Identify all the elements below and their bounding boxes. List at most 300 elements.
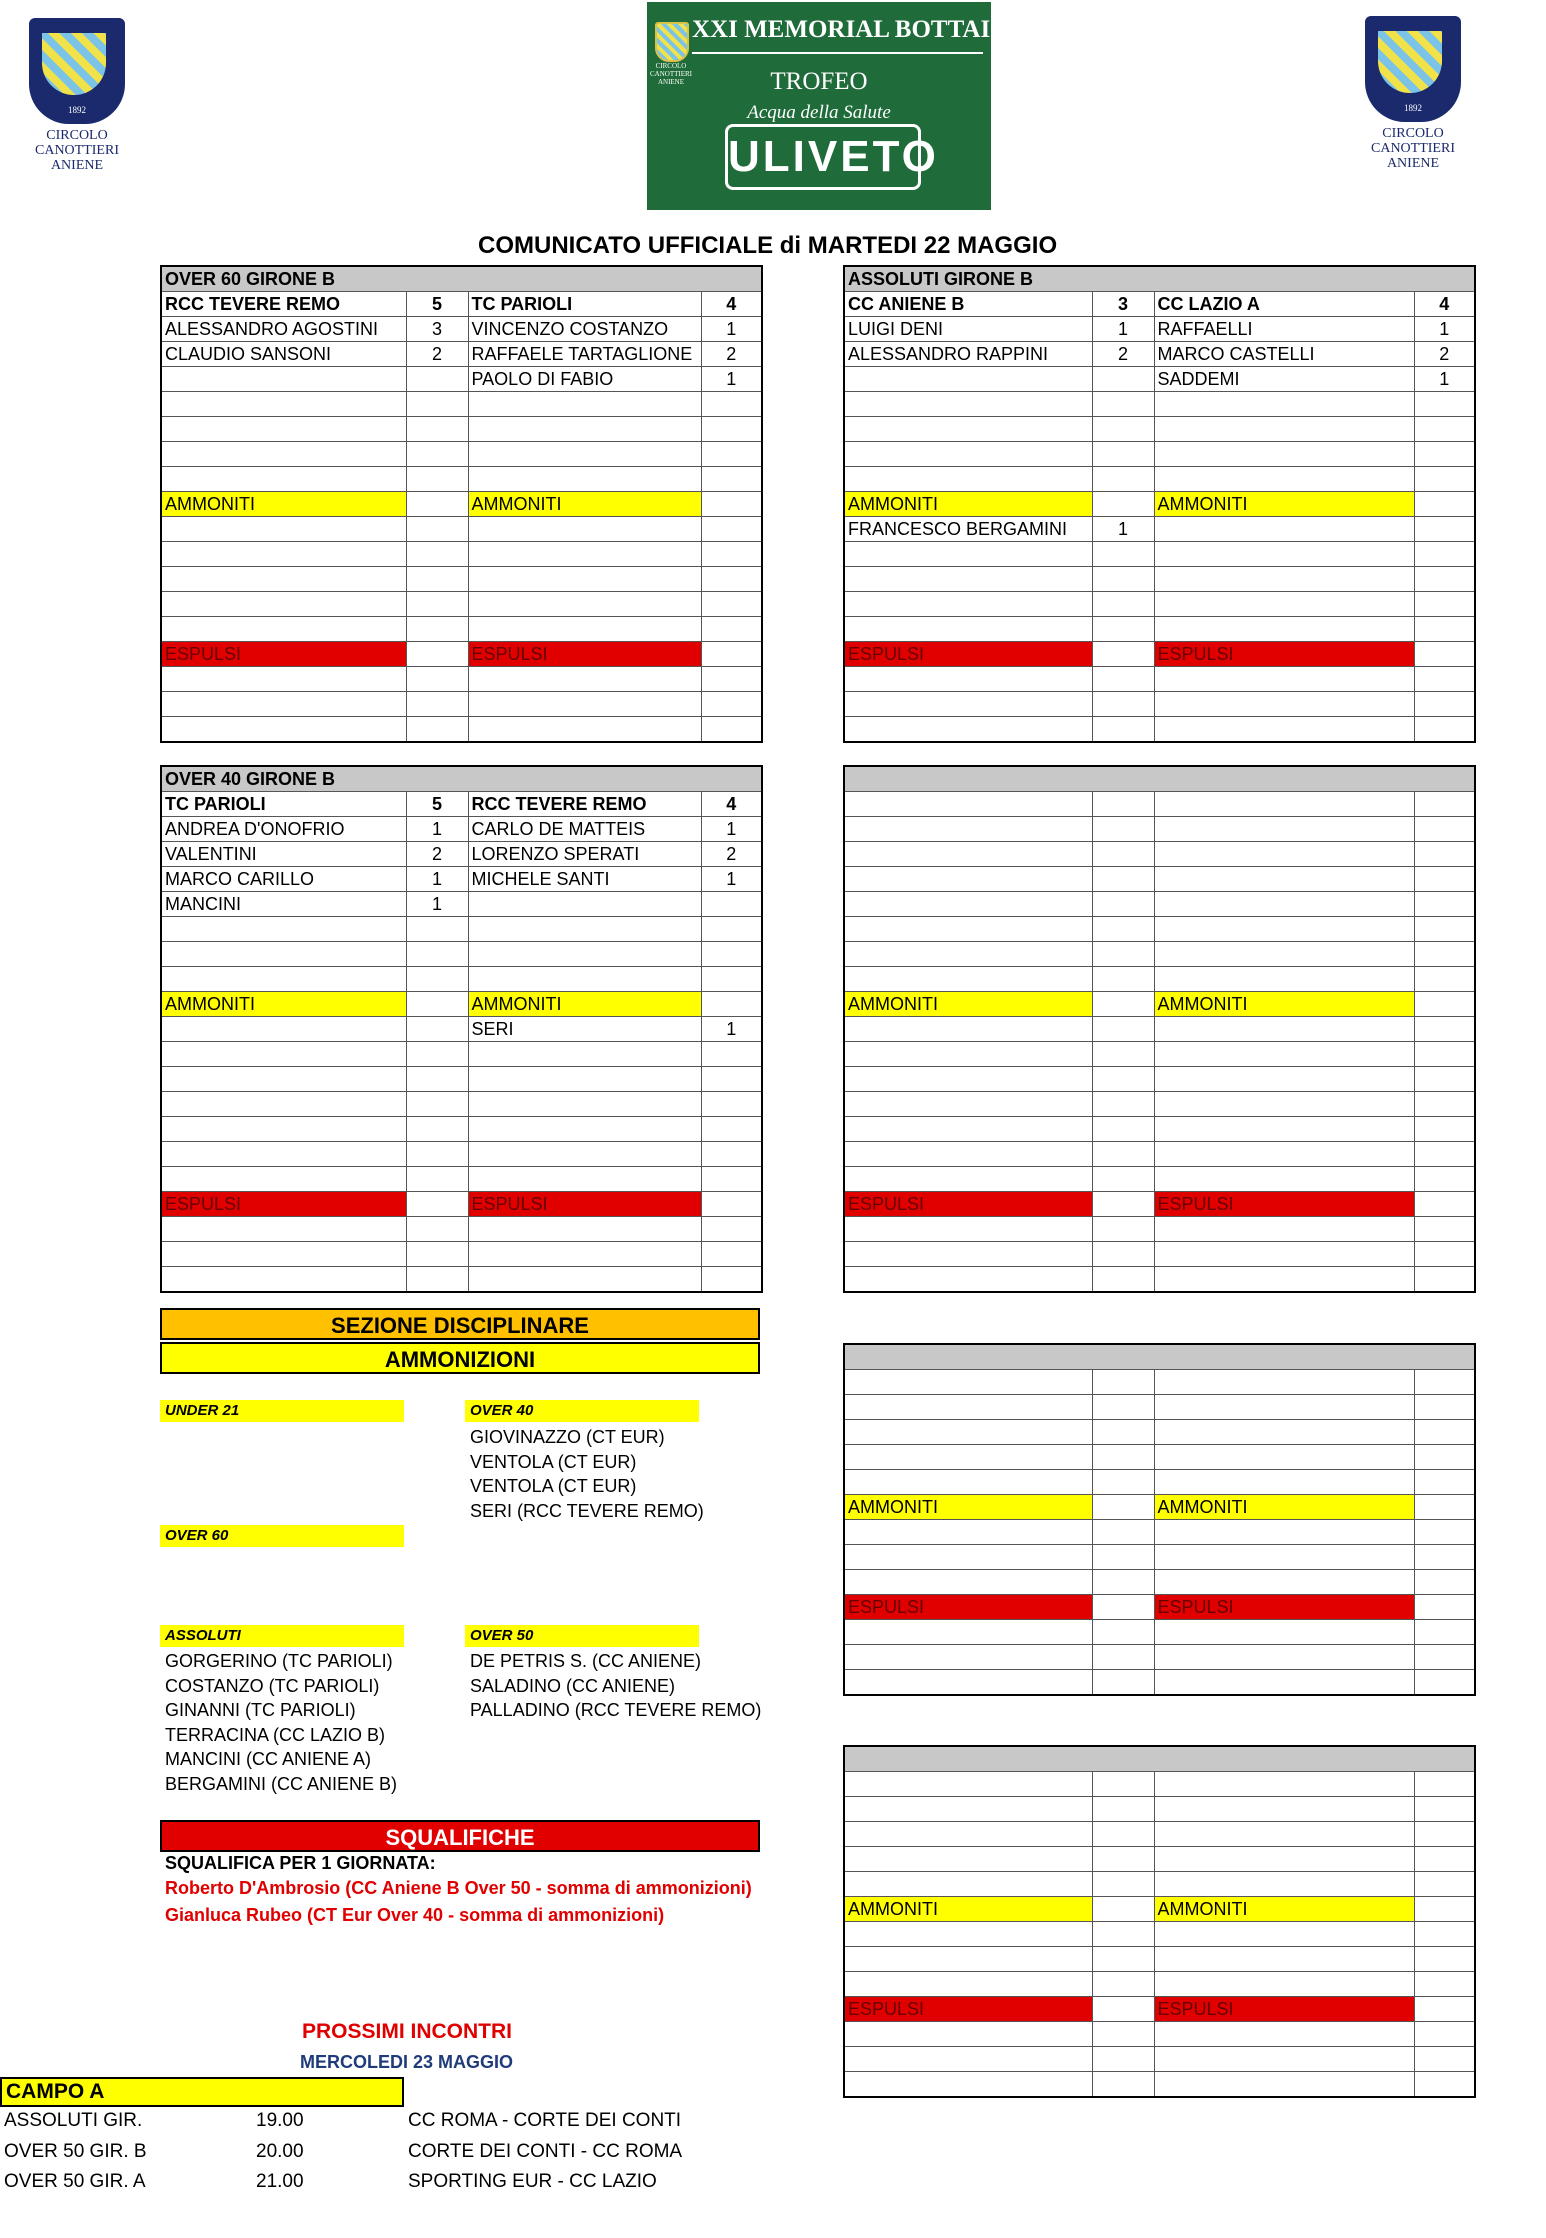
cell bbox=[701, 542, 762, 567]
ammoniti-label: AMMONITI bbox=[1154, 1495, 1414, 1520]
table-row bbox=[844, 967, 1475, 992]
cell bbox=[161, 392, 406, 417]
match-table-over40 bbox=[160, 765, 763, 1293]
player-count: 1 bbox=[1092, 517, 1154, 542]
cell bbox=[1414, 567, 1475, 592]
table-row bbox=[844, 1092, 1475, 1117]
cell bbox=[1414, 1370, 1475, 1395]
cell bbox=[1414, 1242, 1475, 1267]
table-row bbox=[844, 1267, 1475, 1293]
cell bbox=[1414, 1192, 1475, 1217]
table-row bbox=[161, 1092, 762, 1117]
table-row bbox=[161, 367, 762, 392]
table-row bbox=[844, 1822, 1475, 1847]
cell bbox=[1414, 1495, 1475, 1520]
table-row bbox=[844, 517, 1475, 542]
cell bbox=[844, 1570, 1092, 1595]
cell bbox=[1092, 1267, 1154, 1293]
cell bbox=[1414, 1872, 1475, 1897]
cell bbox=[468, 592, 701, 617]
cell bbox=[701, 1267, 762, 1293]
section-ammonizioni: AMMONIZIONI bbox=[160, 1342, 760, 1374]
cell bbox=[1092, 967, 1154, 992]
cell bbox=[468, 617, 701, 642]
next-match-group: ASSOLUTI GIR. bbox=[4, 2110, 143, 2131]
cell bbox=[1092, 1192, 1154, 1217]
table-row bbox=[161, 1017, 762, 1042]
cell bbox=[1414, 1670, 1475, 1696]
cell bbox=[468, 567, 701, 592]
ammoniti-label: AMMONITI bbox=[468, 492, 701, 517]
tournament-banner bbox=[647, 2, 991, 210]
cell bbox=[468, 917, 701, 942]
cell bbox=[1414, 1267, 1475, 1293]
cell bbox=[1414, 392, 1475, 417]
espulsi-label: ESPULSI bbox=[1154, 1997, 1414, 2022]
espulsi-label: ESPULSI bbox=[844, 1595, 1092, 1620]
ammonizione-item: GORGERINO (TC PARIOLI) bbox=[165, 1651, 393, 1671]
squalifica-item: Roberto D'Ambrosio (CC Aniene B Over 50 - somma di ammonizioni) bbox=[165, 1878, 752, 1898]
table-row bbox=[844, 2072, 1475, 2098]
cell bbox=[1154, 1847, 1414, 1872]
table-row bbox=[161, 292, 762, 317]
ammoniti-label: AMMONITI bbox=[844, 1495, 1092, 1520]
table-row bbox=[844, 917, 1475, 942]
group-header: OVER 60 GIRONE B bbox=[161, 266, 762, 292]
table-row bbox=[161, 317, 762, 342]
cell bbox=[161, 942, 406, 967]
cell bbox=[1414, 1445, 1475, 1470]
table-row bbox=[844, 1067, 1475, 1092]
table-row bbox=[161, 266, 762, 292]
cell bbox=[701, 717, 762, 743]
match-table-over60 bbox=[160, 265, 763, 743]
cell bbox=[1414, 817, 1475, 842]
group-header bbox=[844, 1746, 1475, 1772]
cell bbox=[1092, 442, 1154, 467]
table-row bbox=[844, 1167, 1475, 1192]
player-name: ANDREA D'ONOFRIO bbox=[161, 817, 406, 842]
table-row bbox=[161, 842, 762, 867]
table-row bbox=[844, 1344, 1475, 1370]
cell bbox=[701, 517, 762, 542]
table-row bbox=[161, 542, 762, 567]
table-row bbox=[161, 942, 762, 967]
cell bbox=[844, 817, 1092, 842]
next-match-group: OVER 50 GIR. A bbox=[4, 2171, 146, 2192]
player-count: 1 bbox=[1414, 317, 1475, 342]
table-row bbox=[844, 1922, 1475, 1947]
table-row bbox=[844, 1017, 1475, 1042]
ammonizione-item: VENTOLA (CT EUR) bbox=[470, 1476, 637, 1496]
table-row bbox=[844, 1997, 1475, 2022]
cell bbox=[1414, 542, 1475, 567]
cell bbox=[844, 842, 1092, 867]
cell bbox=[406, 642, 468, 667]
cell bbox=[1154, 1445, 1414, 1470]
cell bbox=[1092, 842, 1154, 867]
table-row bbox=[844, 1445, 1475, 1470]
cell bbox=[1414, 417, 1475, 442]
cell bbox=[161, 1117, 406, 1142]
cell bbox=[1414, 1922, 1475, 1947]
cell bbox=[468, 1042, 701, 1067]
cell bbox=[1092, 2047, 1154, 2072]
cell bbox=[1092, 1570, 1154, 1595]
cell bbox=[406, 917, 468, 942]
cell bbox=[701, 567, 762, 592]
cell bbox=[406, 942, 468, 967]
cell bbox=[1414, 1595, 1475, 1620]
cell bbox=[161, 1242, 406, 1267]
cell bbox=[1092, 1142, 1154, 1167]
cell bbox=[406, 1142, 468, 1167]
cell bbox=[1154, 1947, 1414, 1972]
cell bbox=[1092, 1797, 1154, 1822]
table-row bbox=[161, 967, 762, 992]
table-row bbox=[161, 792, 762, 817]
cell bbox=[844, 1042, 1092, 1067]
category-over60: OVER 60 bbox=[160, 1525, 404, 1547]
cell bbox=[1154, 842, 1414, 867]
cell bbox=[844, 942, 1092, 967]
player-name: MANCINI bbox=[161, 892, 406, 917]
cell bbox=[1414, 467, 1475, 492]
squalifica-item: Gianluca Rubeo (CT Eur Over 40 - somma di ammonizioni) bbox=[165, 1905, 665, 1925]
banner-sponsor: Acqua della Salute bbox=[747, 102, 891, 123]
cell bbox=[701, 1117, 762, 1142]
category-over40: OVER 40 bbox=[465, 1400, 699, 1422]
next-match-group: OVER 50 GIR. B bbox=[4, 2140, 147, 2162]
table-row bbox=[161, 467, 762, 492]
cell bbox=[701, 667, 762, 692]
ammoniti-label: AMMONITI bbox=[1154, 1897, 1414, 1922]
cell bbox=[1092, 1470, 1154, 1495]
cell bbox=[1092, 1217, 1154, 1242]
cell bbox=[1092, 917, 1154, 942]
cell bbox=[1154, 1142, 1414, 1167]
cell bbox=[1092, 1067, 1154, 1092]
cell bbox=[406, 1242, 468, 1267]
espulsi-label: ESPULSI bbox=[844, 642, 1092, 667]
cell bbox=[1414, 967, 1475, 992]
cell bbox=[1414, 992, 1475, 1017]
table-row bbox=[844, 1595, 1475, 1620]
club-logo-left bbox=[12, 18, 142, 173]
cell bbox=[1092, 692, 1154, 717]
player-name: RAFFAELLI bbox=[1154, 317, 1414, 342]
cell bbox=[844, 1395, 1092, 1420]
ammonizione-item: SALADINO (CC ANIENE) bbox=[470, 1675, 676, 1696]
table-row bbox=[844, 1470, 1475, 1495]
cell bbox=[468, 442, 701, 467]
cell bbox=[844, 667, 1092, 692]
cell bbox=[1092, 592, 1154, 617]
cell bbox=[1092, 467, 1154, 492]
table-row bbox=[161, 992, 762, 1017]
cell bbox=[1414, 1520, 1475, 1545]
cell bbox=[1414, 692, 1475, 717]
cell bbox=[1092, 1017, 1154, 1042]
club-name-left: CIRCOLO CANOTTIERI ANIENE bbox=[35, 128, 119, 173]
cell bbox=[406, 492, 468, 517]
cell bbox=[406, 1167, 468, 1192]
over40-ammonizioni-list bbox=[470, 1425, 704, 1523]
cell bbox=[1414, 892, 1475, 917]
team-name: TC PARIOLI bbox=[161, 792, 406, 817]
table-row bbox=[844, 1847, 1475, 1872]
cell bbox=[701, 442, 762, 467]
match-table-empty-1 bbox=[843, 765, 1476, 1293]
cell bbox=[468, 392, 701, 417]
cell bbox=[1414, 717, 1475, 743]
cell bbox=[701, 1242, 762, 1267]
cell bbox=[844, 692, 1092, 717]
table-row bbox=[844, 1142, 1475, 1167]
team-score bbox=[1414, 792, 1475, 817]
cell bbox=[1154, 1470, 1414, 1495]
player-name: LORENZO SPERATI bbox=[468, 842, 701, 867]
player-count: 1 bbox=[701, 317, 762, 342]
table-row bbox=[161, 417, 762, 442]
cell bbox=[1092, 1670, 1154, 1696]
cell bbox=[1092, 1520, 1154, 1545]
cell bbox=[701, 467, 762, 492]
table-row bbox=[844, 942, 1475, 967]
table-row bbox=[161, 342, 762, 367]
cell bbox=[468, 667, 701, 692]
cell bbox=[701, 617, 762, 642]
table-row bbox=[844, 417, 1475, 442]
match-table-assoluti bbox=[843, 265, 1476, 743]
player-count: 1 bbox=[406, 892, 468, 917]
cell bbox=[161, 417, 406, 442]
table-row bbox=[161, 1192, 762, 1217]
cell bbox=[161, 542, 406, 567]
ammoniti-label: AMMONITI bbox=[161, 492, 406, 517]
cell bbox=[844, 1822, 1092, 1847]
table-row bbox=[844, 1520, 1475, 1545]
cell bbox=[1092, 1167, 1154, 1192]
cell bbox=[1414, 592, 1475, 617]
ammonizione-item: COSTANZO (TC PARIOLI) bbox=[165, 1675, 380, 1696]
cell bbox=[161, 1017, 406, 1042]
table-row bbox=[161, 617, 762, 642]
table-row bbox=[844, 692, 1475, 717]
ammonizione-item: VENTOLA (CT EUR) bbox=[470, 1451, 637, 1472]
cell bbox=[468, 542, 701, 567]
table-row bbox=[161, 667, 762, 692]
cell bbox=[468, 692, 701, 717]
cell bbox=[1414, 1972, 1475, 1997]
cell bbox=[701, 992, 762, 1017]
table-row bbox=[844, 317, 1475, 342]
player-count: 1 bbox=[1092, 317, 1154, 342]
cell bbox=[844, 1445, 1092, 1470]
cell bbox=[1092, 1972, 1154, 1997]
cell bbox=[701, 642, 762, 667]
cell bbox=[844, 1420, 1092, 1445]
team-score: 4 bbox=[1414, 292, 1475, 317]
cell bbox=[468, 467, 701, 492]
cell bbox=[406, 567, 468, 592]
table-row bbox=[844, 1395, 1475, 1420]
ammoniti-label: AMMONITI bbox=[161, 992, 406, 1017]
table-row bbox=[844, 642, 1475, 667]
cell bbox=[1414, 517, 1475, 542]
table-row bbox=[161, 1117, 762, 1142]
cell bbox=[844, 1370, 1092, 1395]
cell bbox=[1154, 2072, 1414, 2098]
table-row bbox=[161, 692, 762, 717]
table-row bbox=[844, 1545, 1475, 1570]
table-row bbox=[844, 892, 1475, 917]
cell bbox=[161, 1067, 406, 1092]
ammonizione-item: MANCINI (CC ANIENE A) bbox=[165, 1749, 372, 1769]
cell bbox=[701, 1217, 762, 1242]
cell bbox=[701, 492, 762, 517]
cell bbox=[1414, 1117, 1475, 1142]
table-row bbox=[844, 867, 1475, 892]
espulsi-label: ESPULSI bbox=[1154, 1192, 1414, 1217]
team-score: 4 bbox=[701, 292, 762, 317]
cell bbox=[1092, 2072, 1154, 2098]
table-row bbox=[844, 592, 1475, 617]
cell bbox=[1154, 692, 1414, 717]
cell bbox=[844, 1242, 1092, 1267]
cell bbox=[1414, 667, 1475, 692]
cell bbox=[844, 467, 1092, 492]
table-row bbox=[844, 617, 1475, 642]
espulsi-label: ESPULSI bbox=[844, 1997, 1092, 2022]
cell bbox=[1092, 1042, 1154, 1067]
cell bbox=[468, 1167, 701, 1192]
cell bbox=[468, 1217, 701, 1242]
cell bbox=[1092, 817, 1154, 842]
espulsi-label: ESPULSI bbox=[1154, 642, 1414, 667]
player-count: 1 bbox=[1414, 367, 1475, 392]
cell bbox=[1092, 1822, 1154, 1847]
cell bbox=[1414, 2072, 1475, 2098]
cell bbox=[1414, 942, 1475, 967]
team-score: 5 bbox=[406, 292, 468, 317]
cell bbox=[1414, 1042, 1475, 1067]
cell bbox=[1414, 1772, 1475, 1797]
cell bbox=[1092, 1545, 1154, 1570]
next-match-teams: CC ROMA - CORTE DEI CONTI bbox=[408, 2110, 682, 2131]
table-row bbox=[844, 1242, 1475, 1267]
cell bbox=[1154, 2047, 1414, 2072]
cell bbox=[1154, 1872, 1414, 1897]
table-row bbox=[844, 542, 1475, 567]
cell bbox=[1092, 642, 1154, 667]
cell bbox=[1154, 1242, 1414, 1267]
section-squalifiche: SQUALIFICHE bbox=[160, 1820, 760, 1852]
table-row bbox=[844, 266, 1475, 292]
table-row bbox=[161, 867, 762, 892]
ammoniti-label: AMMONITI bbox=[844, 1897, 1092, 1922]
table-row bbox=[844, 817, 1475, 842]
table-row bbox=[844, 1370, 1475, 1395]
cell bbox=[1414, 1142, 1475, 1167]
espulsi-label: ESPULSI bbox=[161, 642, 406, 667]
cell bbox=[1092, 717, 1154, 743]
table-row bbox=[844, 292, 1475, 317]
cell bbox=[468, 517, 701, 542]
cell bbox=[468, 1142, 701, 1167]
cell bbox=[1414, 1545, 1475, 1570]
ammonizione-item: PALLADINO (RCC TEVERE REMO) bbox=[470, 1700, 762, 1720]
cell bbox=[1154, 1042, 1414, 1067]
cell bbox=[406, 1217, 468, 1242]
cell bbox=[701, 692, 762, 717]
cell bbox=[844, 567, 1092, 592]
cell bbox=[161, 692, 406, 717]
table-row bbox=[161, 492, 762, 517]
cell bbox=[1414, 1847, 1475, 1872]
player-count: 1 bbox=[406, 867, 468, 892]
cell bbox=[1092, 867, 1154, 892]
match-table-empty-3 bbox=[843, 1745, 1476, 2098]
cell bbox=[701, 892, 762, 917]
cell bbox=[1414, 617, 1475, 642]
table-row bbox=[161, 892, 762, 917]
group-header bbox=[844, 766, 1475, 792]
cell bbox=[1154, 392, 1414, 417]
ammoniti-label: AMMONITI bbox=[844, 992, 1092, 1017]
cell bbox=[701, 917, 762, 942]
team-name: TC PARIOLI bbox=[468, 292, 701, 317]
club-name-right: CIRCOLO CANOTTIERI ANIENE bbox=[1371, 126, 1455, 171]
prossimi-title: PROSSIMI INCONTRI bbox=[302, 2020, 513, 2043]
cell bbox=[1414, 1947, 1475, 1972]
table-row bbox=[844, 1972, 1475, 1997]
cell bbox=[1414, 2047, 1475, 2072]
cell bbox=[161, 717, 406, 743]
table-row bbox=[161, 1142, 762, 1167]
squalifiche-subtitle: SQUALIFICA PER 1 GIORNATA: bbox=[165, 1853, 436, 1873]
cell bbox=[844, 1872, 1092, 1897]
table-row bbox=[844, 367, 1475, 392]
cell bbox=[1414, 1017, 1475, 1042]
table-row bbox=[844, 842, 1475, 867]
cell bbox=[701, 417, 762, 442]
cell bbox=[1092, 542, 1154, 567]
cell bbox=[1414, 1645, 1475, 1670]
next-match-time: 20.00 bbox=[256, 2140, 304, 2162]
cell bbox=[844, 1520, 1092, 1545]
cell bbox=[1414, 1620, 1475, 1645]
cell bbox=[1092, 1872, 1154, 1897]
cell bbox=[161, 1042, 406, 1067]
player-name: MARCO CARILLO bbox=[161, 867, 406, 892]
cell bbox=[1414, 1470, 1475, 1495]
cell bbox=[161, 667, 406, 692]
cell bbox=[468, 1267, 701, 1293]
cell bbox=[1414, 1092, 1475, 1117]
banner-trofeo: TROFEO bbox=[770, 68, 868, 95]
player-name: MICHELE SANTI bbox=[468, 867, 701, 892]
table-row bbox=[844, 667, 1475, 692]
espulsi-label: ESPULSI bbox=[468, 642, 701, 667]
cell bbox=[406, 1042, 468, 1067]
cell bbox=[1154, 1067, 1414, 1092]
cell bbox=[1154, 867, 1414, 892]
cell bbox=[1092, 1997, 1154, 2022]
team-name: CC ANIENE B bbox=[844, 292, 1092, 317]
cell bbox=[1092, 1947, 1154, 1972]
player-name: VALENTINI bbox=[161, 842, 406, 867]
